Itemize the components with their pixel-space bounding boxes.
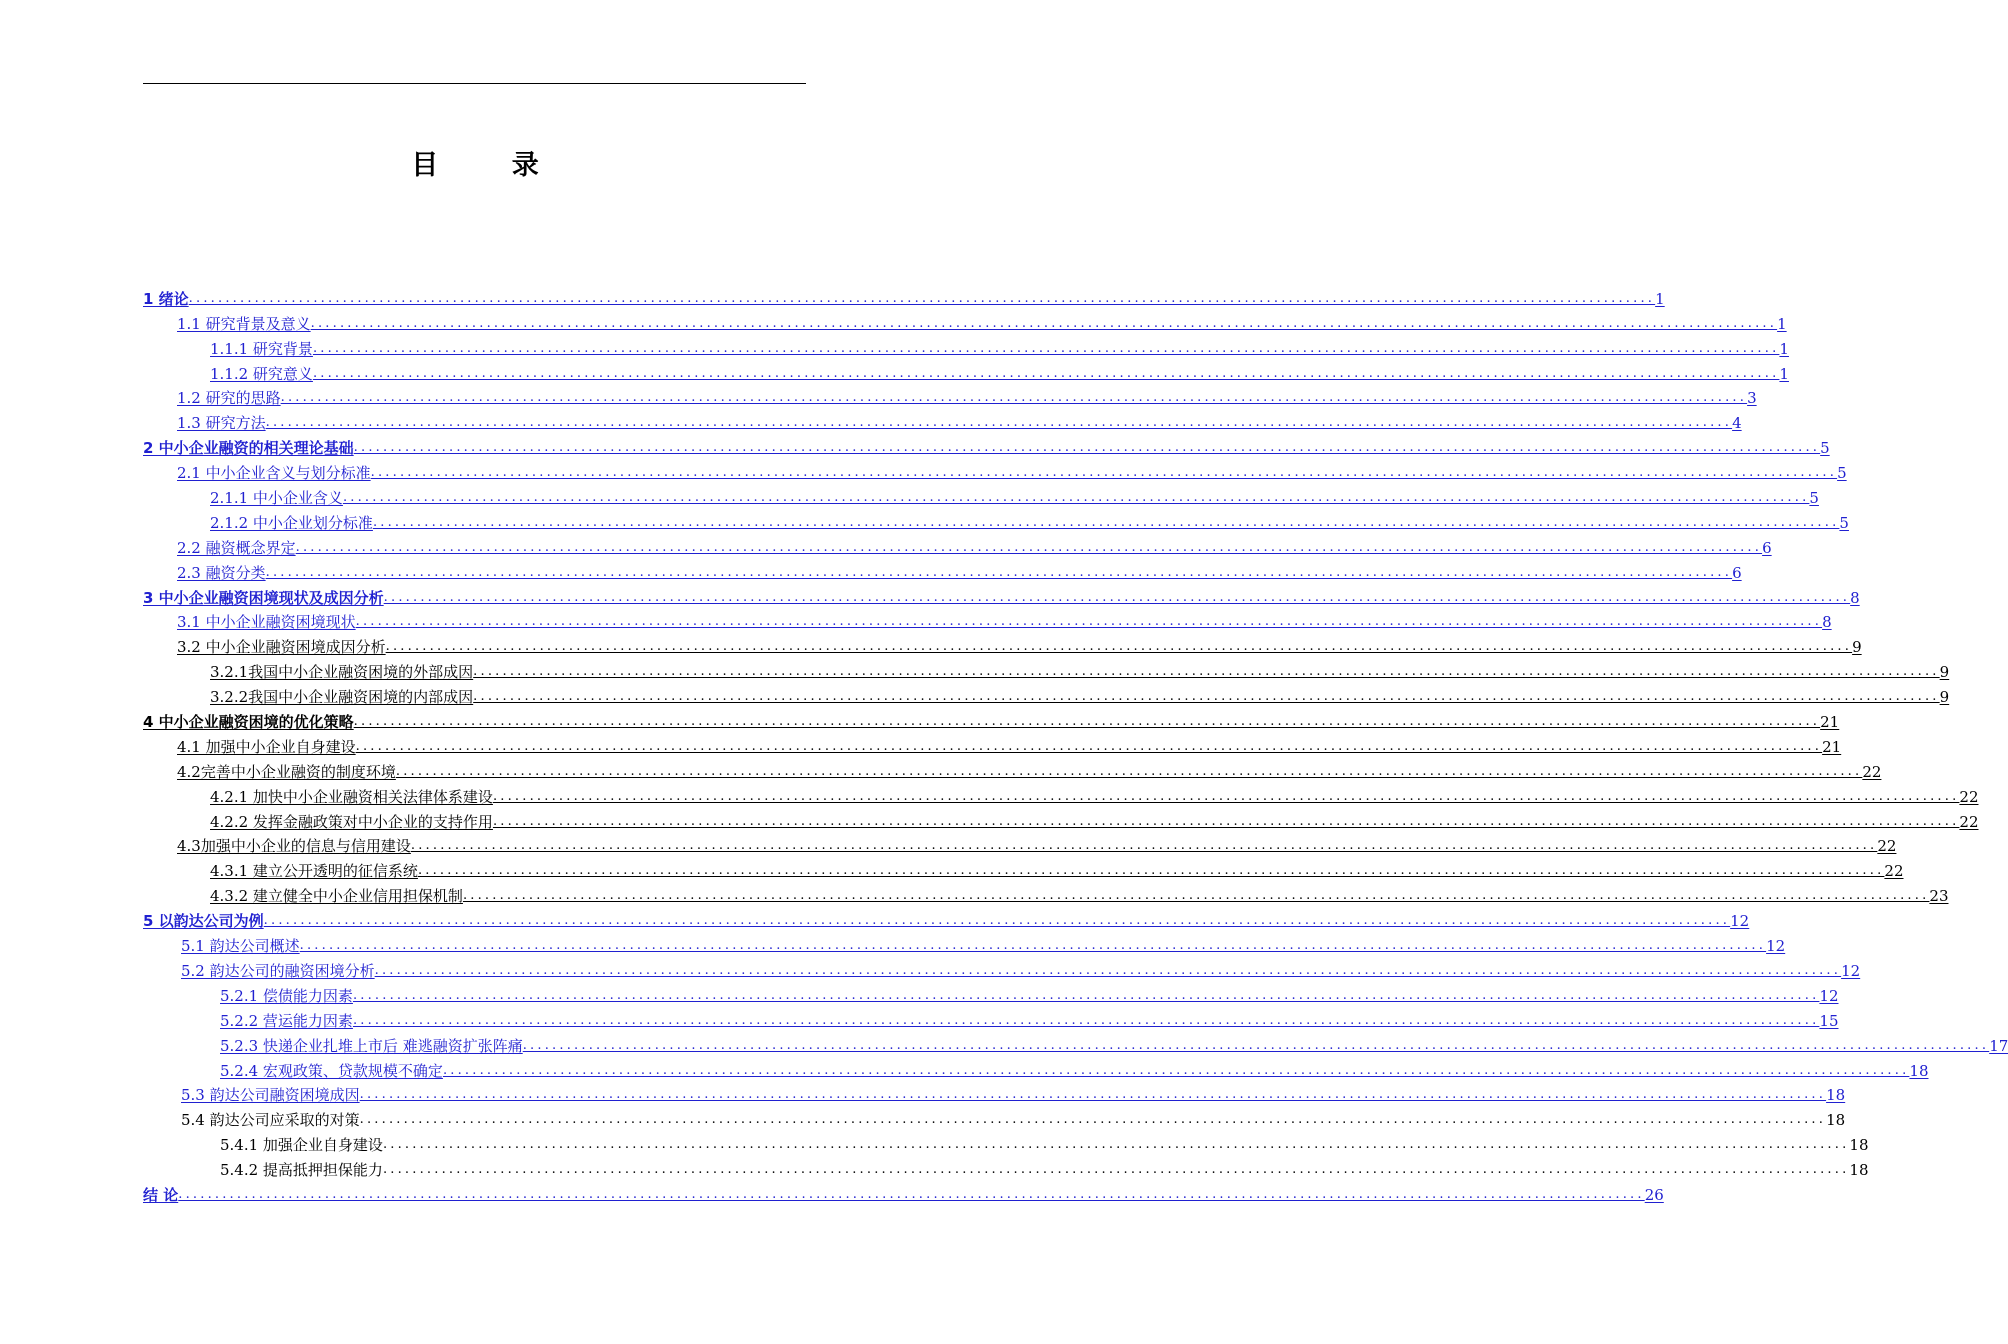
toc-entry-label: 4.2.1 加快中小企业融资相关法律体系建设 — [210, 787, 493, 806]
toc-entry-label: 2.1.1 中小企业含义 — [210, 489, 343, 508]
toc-entry-label: 3 中小企业融资困境现状及成因分析 — [143, 588, 384, 607]
toc-entry[interactable] — [143, 1031, 2008, 1056]
toc-dot-leader: ........................................................................................................................................................................................................ — [263, 913, 1731, 929]
toc-dot-leader: ........................................................................................................................................................................................................ — [410, 838, 1878, 854]
toc-dot-leader: ........................................................................................................................................................................................................ — [353, 440, 1821, 456]
table-of-contents — [143, 284, 2008, 1205]
toc-entry[interactable] — [143, 334, 1789, 359]
toc-entry-page: 8 — [1822, 613, 1832, 632]
toc-entry[interactable] — [143, 931, 1786, 956]
toc-dot-leader: ........................................................................................................................................................................................................ — [522, 1037, 1990, 1053]
toc-dot-leader: ........................................................................................................................................................................................................ — [353, 714, 1821, 730]
toc-entry-page: 18 — [1849, 1161, 1869, 1180]
toc-entry-label: 1.1.2 研究意义 — [210, 364, 313, 383]
toc-entry[interactable] — [143, 807, 1979, 832]
toc-entry-page: 1 — [1779, 364, 1789, 383]
toc-entry[interactable] — [143, 906, 1750, 931]
toc-entry[interactable] — [143, 608, 1832, 633]
toc-dot-leader: ........................................................................................................................................................................................................ — [359, 1087, 1827, 1103]
toc-dot-leader: ........................................................................................................................................................................................................ — [374, 962, 1842, 978]
toc-entry-page: 9 — [1852, 638, 1862, 657]
toc-entry-label: 2 中小企业融资的相关理论基础 — [143, 439, 354, 458]
toc-dot-leader: ........................................................................................................................................................................................................ — [342, 490, 1810, 506]
toc-dot-leader: ........................................................................................................................................................................................................ — [280, 390, 1748, 406]
toc-entry-label: 4.3.2 建立健全中小企业信用担保机制 — [210, 887, 463, 906]
toc-entry-label: 4.3.1 建立公开透明的征信系统 — [210, 862, 418, 881]
toc-entry[interactable] — [143, 1180, 1664, 1205]
toc-entry[interactable] — [143, 1056, 1929, 1081]
toc-dot-leader: ........................................................................................................................................................................................................ — [370, 465, 1838, 481]
toc-entry[interactable] — [143, 732, 1842, 757]
toc-entry-label: 4.2完善中小企业融资的制度环境 — [177, 762, 396, 781]
toc-entry-page: 9 — [1939, 688, 1950, 707]
toc-entry-page: 5 — [1820, 439, 1830, 458]
toc-entry-page: 12 — [1841, 961, 1861, 980]
toc-entry-page: 22 — [1877, 837, 1897, 856]
toc-entry-page: 6 — [1762, 538, 1772, 557]
toc-entry-page: 22 — [1959, 787, 1979, 806]
toc-dot-leader: ........................................................................................................................................................................................................ — [382, 1162, 1850, 1178]
toc-entry[interactable] — [143, 956, 1861, 981]
toc-entry-page: 21 — [1822, 737, 1842, 756]
toc-entry-label: 5.2.4 宏观政策、贷款规模不确定 — [220, 1061, 443, 1080]
toc-dot-leader: ........................................................................................................................................................................................................ — [385, 639, 1853, 655]
toc-dot-leader: ........................................................................................................................................................................................................ — [312, 340, 1780, 356]
toc-dot-leader: ........................................................................................................................................................................................................ — [359, 1112, 1827, 1128]
toc-entry-page: 5 — [1837, 464, 1847, 483]
toc-entry-page: 8 — [1850, 588, 1860, 607]
toc-entry-page: 3 — [1747, 389, 1757, 408]
toc-entry — [143, 1155, 1869, 1180]
toc-entry-label: 3.1 中小企业融资困境现状 — [177, 613, 356, 632]
toc-dot-leader: ........................................................................................................................................................................................................ — [299, 938, 1767, 954]
toc-entry-label: 2.1.2 中小企业划分标准 — [210, 513, 373, 532]
toc-entry-page: 18 — [1826, 1111, 1846, 1130]
toc-entry-page: 22 — [1862, 762, 1882, 781]
toc-entry[interactable] — [143, 832, 1897, 857]
toc-entry-label: 3.2.1我国中小企业融资困境的外部成因 — [210, 663, 474, 682]
toc-entry[interactable] — [143, 632, 1862, 657]
toc-dot-leader: ........................................................................................................................................................................................................ — [265, 564, 1733, 580]
toc-entry-label: 4.3加强中小企业的信息与信用建设 — [177, 837, 411, 856]
toc-entry — [143, 1105, 1846, 1130]
toc-entry[interactable] — [143, 508, 1849, 533]
toc-dot-leader: ........................................................................................................................................................................................................ — [295, 539, 1763, 555]
toc-entry-page: 4 — [1732, 414, 1742, 433]
toc-dot-leader: ........................................................................................................................................................................................................ — [383, 589, 1851, 605]
toc-entry[interactable] — [143, 408, 1742, 433]
toc-entry[interactable] — [143, 359, 1789, 384]
toc-dot-leader: ........................................................................................................................................................................................................ — [178, 1186, 1645, 1202]
toc-entry-label: 5.2 韵达公司的融资困境分析 — [181, 961, 375, 980]
toc-dot-leader: ........................................................................................................................................................................................................ — [473, 664, 1940, 680]
toc-entry[interactable] — [143, 782, 1979, 807]
toc-entry[interactable] — [143, 284, 1665, 309]
toc-entry-label: 1.3 研究方法 — [177, 414, 266, 433]
toc-entry-page: 5 — [1839, 513, 1849, 532]
toc-entry-page: 22 — [1884, 862, 1904, 881]
toc-entry-page: 26 — [1644, 1185, 1664, 1204]
toc-entry-label: 5.2.1 偿债能力因素 — [220, 986, 353, 1005]
toc-entry — [143, 1130, 1869, 1155]
toc-entry-label: 结 论 — [143, 1185, 179, 1204]
toc-dot-leader: ........................................................................................................................................................................................................ — [382, 1137, 1850, 1153]
toc-entry[interactable] — [143, 433, 1830, 458]
toc-dot-leader: ........................................................................................................................................................................................................ — [372, 514, 1840, 530]
toc-entry[interactable] — [143, 856, 1904, 881]
toc-entry[interactable] — [143, 682, 1950, 707]
toc-entry-page: 12 — [1819, 986, 1839, 1005]
toc-dot-leader: ........................................................................................................................................................................................................ — [355, 738, 1823, 754]
toc-entry-label: 5.4.2 提高抵押担保能力 — [220, 1161, 383, 1180]
toc-entry-label: 2.3 融资分类 — [177, 563, 266, 582]
toc-entry-page: 1 — [1655, 289, 1665, 308]
toc-dot-leader: ........................................................................................................................................................................................................ — [352, 987, 1820, 1003]
toc-dot-leader: ........................................................................................................................................................................................................ — [188, 290, 1656, 306]
toc-entry-page: 6 — [1732, 563, 1742, 582]
toc-entry-label: 1.2 研究的思路 — [177, 389, 281, 408]
toc-entry-page: 17 — [1989, 1036, 2008, 1055]
toc-entry-page: 18 — [1849, 1136, 1869, 1155]
toc-entry-label: 1 绪论 — [143, 289, 189, 308]
toc-entry-label: 2.1 中小企业含义与划分标准 — [177, 464, 371, 483]
toc-dot-leader: ........................................................................................................................................................................................................ — [265, 415, 1733, 431]
toc-entry-label: 5.2.3 快递企业扎堆上市后 难逃融资扩张阵痛 — [220, 1036, 523, 1055]
toc-entry-label: 5.4 韵达公司应采取的对策 — [181, 1111, 360, 1130]
toc-entry[interactable] — [143, 483, 1819, 508]
header-rule — [143, 83, 806, 84]
toc-entry-page: 9 — [1939, 663, 1950, 682]
toc-entry-label: 5.3 韵达公司融资困境成因 — [181, 1086, 360, 1105]
toc-entry-page: 12 — [1766, 937, 1786, 956]
toc-entry-label: 1.1.1 研究背景 — [210, 339, 313, 358]
toc-entry-label: 4.2.2 发挥金融政策对中小企业的支持作用 — [210, 812, 493, 831]
toc-entry[interactable] — [143, 309, 1787, 334]
toc-entry[interactable] — [143, 707, 1840, 732]
toc-entry[interactable] — [143, 881, 1949, 906]
toc-dot-leader: ........................................................................................................................................................................................................ — [492, 788, 1960, 804]
toc-entry-page: 18 — [1909, 1061, 1929, 1080]
toc-entry-label: 3.2.2我国中小企业融资困境的内部成因 — [210, 688, 474, 707]
toc-entry[interactable] — [143, 583, 1860, 608]
toc-entry-label: 3.2 中小企业融资困境成因分析 — [177, 638, 386, 657]
toc-entry-page: 15 — [1819, 1011, 1839, 1030]
toc-entry-label: 4 中小企业融资困境的优化策略 — [143, 713, 354, 732]
toc-dot-leader: ........................................................................................................................................................................................................ — [310, 315, 1778, 331]
toc-entry[interactable] — [143, 458, 1847, 483]
toc-entry[interactable] — [143, 1006, 1839, 1031]
toc-entry-page: 21 — [1820, 713, 1840, 732]
toc-entry[interactable] — [143, 384, 1757, 409]
toc-entry-label: 5.2.2 营运能力因素 — [220, 1011, 353, 1030]
toc-entry-label: 5 以韵达公司为例 — [143, 912, 264, 931]
toc-entry[interactable] — [143, 558, 1742, 583]
toc-entry[interactable] — [143, 657, 1950, 682]
toc-dot-leader: ........................................................................................................................................................................................................ — [462, 888, 1930, 904]
toc-entry-page: 18 — [1826, 1086, 1846, 1105]
toc-entry-label: 4.1 加强中小企业自身建设 — [177, 737, 356, 756]
toc-entry[interactable] — [143, 533, 1772, 558]
toc-entry[interactable] — [143, 757, 1882, 782]
toc-entry-label: 1.1 研究背景及意义 — [177, 314, 311, 333]
toc-entry-page: 1 — [1779, 339, 1789, 358]
toc-entry-label: 5.1 韵达公司概述 — [181, 937, 300, 956]
toc-dot-leader: ........................................................................................................................................................................................................ — [312, 365, 1780, 381]
toc-entry-page: 12 — [1730, 912, 1750, 931]
toc-entry-page: 5 — [1809, 489, 1819, 508]
toc-entry-page: 1 — [1777, 314, 1787, 333]
toc-entry[interactable] — [143, 981, 1839, 1006]
toc-entry-label: 5.4.1 加强企业自身建设 — [220, 1136, 383, 1155]
toc-entry-label: 2.2 融资概念界定 — [177, 538, 296, 557]
page-title: 目 录 — [411, 150, 571, 181]
toc-entry-page: 22 — [1959, 812, 1979, 831]
toc-dot-leader: ........................................................................................................................................................................................................ — [417, 863, 1885, 879]
toc-dot-leader: ........................................................................................................................................................................................................ — [492, 813, 1960, 829]
toc-dot-leader: ........................................................................................................................................................................................................ — [352, 1012, 1820, 1028]
toc-entry-page: 23 — [1929, 887, 1949, 906]
toc-dot-leader: ........................................................................................................................................................................................................ — [355, 614, 1823, 630]
toc-entry[interactable] — [143, 1081, 1846, 1106]
toc-dot-leader: ........................................................................................................................................................................................................ — [473, 689, 1940, 705]
toc-dot-leader: ........................................................................................................................................................................................................ — [442, 1062, 1910, 1078]
toc-dot-leader: ........................................................................................................................................................................................................ — [395, 763, 1863, 779]
